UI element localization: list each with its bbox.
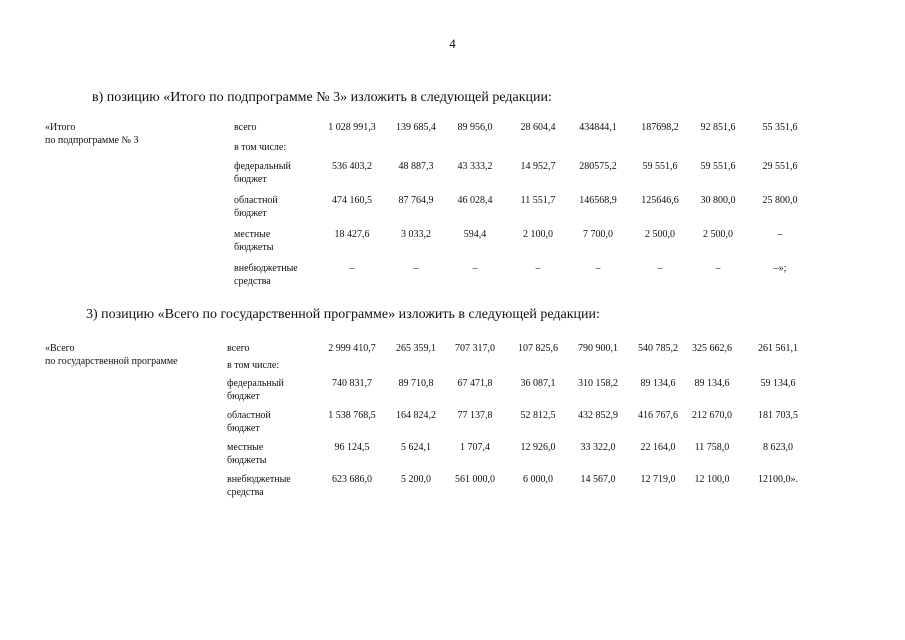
row-label-line1: местные [227,442,264,453]
table-cell: 11 758,0 [694,442,730,453]
row-label-line2: средства [227,487,264,498]
table-cell: 59 134,6 [760,378,796,389]
row-label [227,409,271,435]
table-cell: 474 160,5 [332,195,372,206]
row-label-line1: всего [227,343,250,354]
table-cell: 8 623,0 [763,442,793,453]
table-cell: – [535,263,541,274]
table-cell: 87 764,9 [398,195,434,206]
table-cell: 146568,9 [579,195,617,206]
page-number: 4 [449,36,456,51]
row-label [234,262,298,288]
table-cell: 432 852,9 [578,410,618,421]
table-cell: 55 351,6 [762,122,798,133]
table-cell: 18 427,6 [334,229,370,240]
table-cell: 707 317,0 [455,343,495,354]
row-label-line1: областной [227,410,271,421]
table-cell: – [777,229,783,240]
table-cell: 540 785,2 [638,343,678,354]
row-label [234,141,286,154]
table-cell: 25 800,0 [762,195,798,206]
table-cell: – [657,263,663,274]
row-label-line2: средства [234,276,271,287]
table-cell: 12 719,0 [640,474,676,485]
table-cell: – [715,263,721,274]
table-cell: 33 322,0 [580,442,616,453]
row-label [227,473,291,499]
table-cell: 92 851,6 [700,122,736,133]
section-1-heading: в) позицию «Итого по подпрограмме № 3» изложить в следующей редакции: [92,90,552,105]
table-cell: 89 134,6 [640,378,676,389]
table-cell: 5 200,0 [401,474,431,485]
row-label-line1: областной [234,195,278,206]
row-label [227,377,284,403]
row-label-line1: в том числе: [234,142,287,153]
table-cell: – [472,263,478,274]
row-label [227,342,250,355]
table-cell: 6 000,0 [523,474,553,485]
row-group-title-line1: «Итого [45,122,76,133]
row-group-title-line2: по государственной программе [45,356,178,367]
table-cell: 187698,2 [641,122,679,133]
table-cell: – [413,263,419,274]
table-cell: 561 000,0 [455,474,495,485]
table-cell: 7 700,0 [583,229,613,240]
table-cell: 790 900,1 [578,343,618,354]
row-label [234,121,257,134]
table-cell: 107 825,6 [518,343,558,354]
table-cell: 96 124,5 [334,442,370,453]
row-group-title-line2: по подпрограмме № 3 [45,135,139,146]
table-cell: 36 087,1 [520,378,556,389]
table-cell: 2 100,0 [523,229,553,240]
table-cell: 14 952,7 [520,161,556,172]
table-cell: 22 164,0 [640,442,676,453]
table-cell: –»; [773,263,787,274]
table-cell: 2 500,0 [703,229,733,240]
table-cell: 59 551,6 [642,161,678,172]
row-label [234,160,291,186]
table-cell: 11 551,7 [520,195,556,206]
row-label [227,441,266,467]
row-label-line1: внебюджетные [234,263,298,274]
table-cell: 14 567,0 [580,474,616,485]
table-cell: 594,4 [463,229,487,240]
table-cell: 434844,1 [579,122,617,133]
table-cell: 52 812,5 [520,410,556,421]
row-group-title-line1: «Всего [45,343,75,354]
table-cell: 2 500,0 [645,229,675,240]
table-cell: 12100,0». [758,474,798,485]
table-cell: 89 710,8 [398,378,434,389]
table-cell: 28 604,4 [520,122,556,133]
section-2-heading: 3) позицию «Всего по государственной программе» изложить в следующей редакции: [86,307,600,322]
row-label-line2: бюджеты [234,242,274,253]
table-cell: 265 359,1 [396,343,436,354]
row-label-line2: бюджеты [227,455,267,466]
table-cell: 30 800,0 [700,195,736,206]
table-cell: 46 028,4 [457,195,493,206]
row-group-title [45,342,178,368]
table-cell: 12 100,0 [694,474,730,485]
table-cell: 89 134,6 [694,378,730,389]
table-cell: 125646,6 [641,195,679,206]
table-cell: 1 538 768,5 [328,410,376,421]
table-cell: 48 887,3 [398,161,434,172]
table-cell: 1 707,4 [460,442,490,453]
row-label [227,359,279,372]
row-label-line1: всего [234,122,257,133]
table-cell: 43 333,2 [457,161,493,172]
table-cell: 181 703,5 [758,410,798,421]
row-label-line2: бюджет [234,174,267,185]
table-cell: 740 831,7 [332,378,372,389]
table-cell: 623 686,0 [332,474,372,485]
table-cell: 29 551,6 [762,161,798,172]
table-cell: 310 158,2 [578,378,618,389]
table-cell: 261 561,1 [758,343,798,354]
table-cell: 3 033,2 [401,229,431,240]
row-label [234,194,278,220]
row-label [234,228,273,254]
table-cell: 1 028 991,3 [328,122,376,133]
table-cell: 139 685,4 [396,122,436,133]
table-cell: – [349,263,355,274]
row-label-line1: федеральный [227,378,284,389]
table-cell: 89 956,0 [457,122,493,133]
table-cell: 5 624,1 [401,442,431,453]
row-label-line1: местные [234,229,271,240]
row-label-line1: федеральный [234,161,291,172]
row-group-title [45,121,139,147]
table-cell: 59 551,6 [700,161,736,172]
table-cell: 12 926,0 [520,442,556,453]
table-cell: – [595,263,601,274]
table-cell: 536 403,2 [332,161,372,172]
row-label-line2: бюджет [227,423,260,434]
row-label-line2: бюджет [234,208,267,219]
row-label-line1: в том числе: [227,360,280,371]
table-cell: 325 662,6 [692,343,732,354]
table-cell: 416 767,6 [638,410,678,421]
table-cell: 67 471,8 [457,378,493,389]
row-label-line1: внебюджетные [227,474,291,485]
table-cell: 280575,2 [579,161,617,172]
table-cell: 77 137,8 [457,410,493,421]
table-cell: 212 670,0 [692,410,732,421]
table-cell: 2 999 410,7 [328,343,376,354]
table-cell: 164 824,2 [396,410,436,421]
row-label-line2: бюджет [227,391,260,402]
